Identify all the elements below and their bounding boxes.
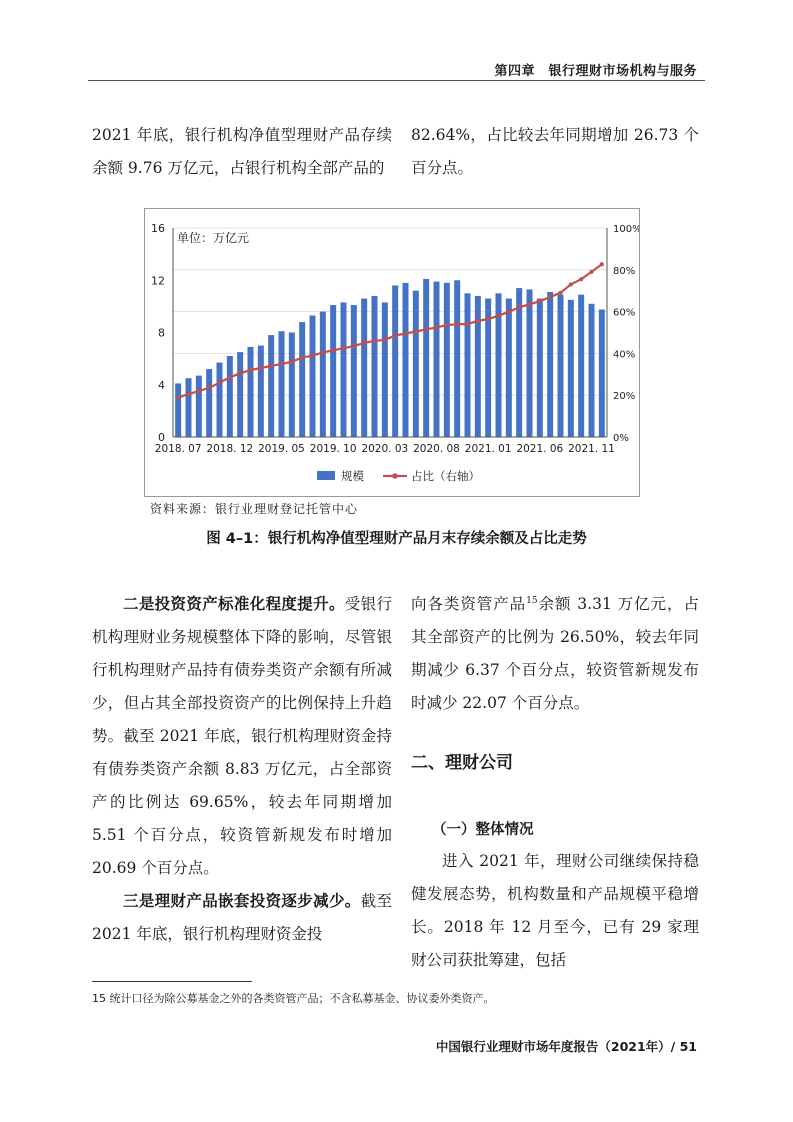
intro-right	[411, 119, 699, 185]
paragraph-body: 截至 2021 年底，银行机构理财资金投	[92, 892, 392, 943]
right-column-body	[411, 845, 699, 977]
ratio-point	[476, 319, 480, 323]
bar	[392, 285, 398, 437]
bar	[434, 282, 440, 437]
x-tick-label: 2018. 12	[206, 443, 254, 455]
y-left-tick-label: 4	[158, 378, 165, 392]
ratio-point	[455, 322, 459, 326]
bar	[568, 300, 574, 437]
section-heading: 二、理财公司	[411, 753, 513, 773]
paragraph-lead: 三是理财产品嵌套投资逐步减少。	[123, 892, 361, 910]
bar	[444, 283, 450, 437]
ratio-point	[445, 323, 449, 327]
bar	[465, 293, 471, 437]
ratio-point	[310, 353, 314, 357]
ratio-point	[424, 327, 428, 331]
ratio-point	[341, 346, 345, 350]
bar	[186, 378, 192, 437]
footnote: 15 统计口径为除公募基金之外的各类资管产品；不含私募基金、协议委外类资产。	[92, 992, 495, 1005]
bar	[361, 299, 367, 437]
ratio-point	[197, 389, 201, 393]
paragraph-nesting	[92, 885, 392, 951]
right-column	[411, 588, 699, 720]
y-left-tick-label: 0	[158, 431, 165, 444]
ratio-point	[393, 334, 397, 338]
text-run: 余额 3.31 万亿元，占其全部资产的比例为 26.50%，较去年同期减少 6.37 个百分点，较资管新规发布时减少 22.07 个百分点。	[411, 595, 699, 712]
bar	[258, 346, 264, 437]
bar	[516, 288, 522, 437]
legend-line-label: 占比（右轴）	[411, 469, 480, 483]
x-tick-label: 2021. 11	[568, 443, 615, 455]
ratio-point	[331, 348, 335, 352]
bar	[320, 312, 326, 437]
bar	[423, 279, 429, 437]
ratio-point	[248, 368, 252, 372]
x-tick-label: 2021. 06	[516, 443, 564, 455]
paragraph-continued	[411, 588, 699, 720]
ratio-point	[383, 338, 387, 342]
ratio-point	[517, 305, 521, 309]
paragraph-body: 受银行机构理财业务规模整体下降的影响，尽管银行机构理财产品持有债券类资产余额有所减少，但占其全部投资资产的比例保持上升趋势。截至 2021 年底，银行机构理财资金持有债券类资产余额 8.83 万亿元，占全部资产的比例达 69.65%，较去年同期增加 5.51 个百分点，较资管新规发布时增加 20.69 个百分点。	[92, 595, 392, 877]
bar	[351, 305, 357, 437]
bar	[547, 292, 553, 437]
bar	[382, 302, 388, 437]
ratio-point	[279, 362, 283, 366]
bar	[175, 383, 181, 437]
left-column	[92, 588, 392, 951]
footnote-ref[interactable]: 15	[526, 595, 538, 606]
ratio-point	[548, 295, 552, 299]
y-left-tick-label: 12	[151, 274, 165, 288]
bar	[217, 363, 223, 437]
ratio-point	[176, 395, 180, 399]
ratio-point	[496, 314, 500, 318]
ratio-point	[486, 317, 490, 321]
ratio-point	[434, 325, 438, 329]
ratio-point	[300, 355, 304, 359]
intro-right-text: 82.64%，占比较去年同期增加 26.73 个百分点。	[411, 126, 699, 177]
paragraph-bond-assets	[92, 588, 392, 885]
paragraph-lead: 二是投资资产标准化程度提升。	[123, 595, 345, 613]
ratio-point	[600, 262, 604, 266]
legend-line-marker	[392, 473, 398, 479]
y-left-tick-label: 8	[158, 326, 165, 340]
x-tick-label: 2019. 10	[309, 443, 357, 455]
ratio-point	[527, 302, 531, 306]
running-header: 第四章 银行理财市场机构与服务	[494, 64, 697, 79]
footnote-rule	[92, 981, 252, 982]
bar	[578, 295, 584, 437]
x-tick-label: 2018. 07	[154, 443, 202, 455]
bar	[299, 322, 305, 437]
ratio-point	[290, 360, 294, 364]
chart-source: 资料来源：银行业理财登记托管中心	[150, 502, 359, 516]
bar	[537, 299, 543, 437]
bar	[341, 302, 347, 437]
ratio-point	[372, 339, 376, 343]
legend-bar-label: 规模	[341, 469, 364, 483]
intro-left	[92, 119, 392, 185]
y-right-tick-label: 80%	[613, 265, 636, 277]
ratio-point	[589, 270, 593, 274]
chart-unit-label: 单位：万亿元	[177, 231, 250, 245]
paragraph-wealth-companies: 进入 2021 年，理财公司继续保持稳健发展态势，机构数量和产品规模平稳增长。2018 年 12 月至今，已有 29 家理财公司获批筹建，包括	[411, 852, 699, 969]
bar	[206, 369, 212, 437]
x-tick-label: 2021. 01	[464, 443, 512, 455]
y-right-tick-label: 40%	[613, 349, 636, 361]
ratio-point	[465, 322, 469, 326]
x-tick-label: 2019. 05	[258, 443, 305, 455]
ratio-point	[269, 364, 273, 368]
y-left-tick-label: 16	[151, 222, 165, 235]
y-right-tick-label: 60%	[613, 307, 636, 319]
ratio-point	[352, 344, 356, 348]
ratio-point	[558, 291, 562, 295]
x-tick-label: 2020. 08	[413, 443, 460, 455]
y-right-tick-label: 100%	[613, 224, 639, 235]
ratio-point	[228, 375, 232, 379]
bar	[289, 333, 295, 438]
ratio-point	[362, 341, 366, 345]
chart-legend	[317, 469, 480, 483]
bar	[310, 316, 316, 437]
bar	[248, 347, 254, 437]
ratio-point	[259, 366, 263, 370]
bar	[403, 283, 409, 437]
text-run: 向各类资管产品	[411, 595, 527, 613]
legend-bar-swatch	[317, 471, 335, 480]
ratio-point	[217, 381, 221, 385]
bar	[268, 335, 274, 437]
subsection-heading: （一）整体情况	[432, 822, 534, 838]
page-footer: 中国银行业理财市场年度报告（2021年）/ 51	[435, 1039, 697, 1054]
ratio-point	[321, 350, 325, 354]
ratio-point	[414, 329, 418, 333]
ratio-point	[403, 331, 407, 335]
ratio-point	[207, 386, 211, 390]
bar	[330, 305, 336, 437]
ratio-point	[238, 371, 242, 375]
bar	[196, 376, 202, 437]
bar	[227, 356, 233, 437]
figure-caption: 图 4–1：银行机构净值型理财产品月末存续余额及占比走势	[206, 531, 587, 547]
ratio-point	[507, 310, 511, 314]
header-rule	[88, 80, 705, 81]
bar	[506, 299, 512, 437]
bar	[599, 310, 605, 437]
chart	[145, 209, 639, 496]
bar	[558, 295, 564, 437]
y-right-tick-label: 0%	[613, 433, 629, 444]
chart-frame	[144, 208, 640, 497]
bar	[475, 296, 481, 437]
bar	[527, 289, 533, 437]
intro-left-text: 2021 年底，银行机构净值型理财产品存续余额 9.76 万亿元，占银行机构全部产品的	[92, 126, 392, 177]
bar	[589, 304, 595, 437]
y-right-tick-label: 20%	[613, 391, 636, 403]
ratio-point	[569, 282, 573, 286]
bar	[454, 280, 460, 437]
x-tick-label: 2020. 03	[361, 443, 409, 455]
ratio-point	[579, 277, 583, 281]
bar	[413, 291, 419, 437]
ratio-point	[538, 299, 542, 303]
bar	[372, 296, 378, 437]
bar	[279, 331, 285, 437]
ratio-point	[186, 392, 190, 396]
bar	[237, 352, 243, 437]
